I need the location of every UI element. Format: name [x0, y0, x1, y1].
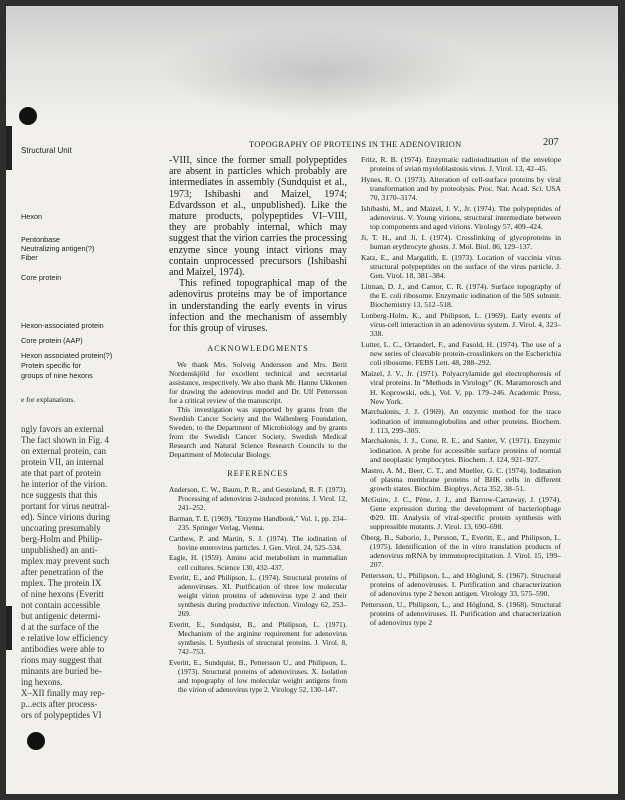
reference-entry: Katz, E., and Margalith, E. (1973). Location of vaccinia virus structural polypeptides on the surface of the virus particle. J. Gen. Virol. 18, 381–384. — [361, 252, 561, 281]
reference-entry: Ji, T. H., and Ji, I. (1974). Crosslinking of glycoproteins in human erythrocyte ghosts. J. Mol. Biol. 86, 129–137. — [361, 233, 561, 252]
reference-entry: Eagle, H. (1959). Amino acid metabolism in mammalian cell cultures. Science 130, 432–437. — [169, 553, 347, 572]
text-line: of nine hexons (Everitt — [21, 589, 104, 599]
reference-entry: Litman, D. J., and Cantor, C. R. (1974). Surface topography of the E. coli ribosome. Enzymatic iodination of the 50S subunit. Biochemistry 13, 512–518. — [361, 282, 561, 310]
figure-label: Core protein — [21, 273, 62, 282]
reference-entry: Pettersson, U., Philipson, L., and Höglund, S. (1967). Structural proteins of adenoviruses. I. Purification and characterization of adenovirus type 2 hexon antigen. Virology 33, 575–590. — [361, 571, 561, 599]
text-line: but antigenic determi- — [21, 611, 101, 621]
figure-label: Fiber — [21, 253, 38, 262]
reference-entry: Pettersson, U., Philipson, L., and Höglund, S. (1968). Structural proteins of adenoviruses. II. Purification and characterization of adenovirus type 2 — [361, 600, 561, 628]
text-line: antibodies were able to — [21, 644, 105, 654]
text-line: rions may suggest that — [21, 655, 102, 665]
text-line: ate that part of protein — [21, 468, 101, 478]
text-line: on external protein, can — [21, 446, 106, 456]
reference-entry: Marchalonis, J. J., Cone, R. E., and Santer, V. (1971). Enzymic iodination. A probe for accessible surface proteins of normal and neoplastic lymphocytes. Biochem. J. 124, 921–927. — [361, 436, 561, 464]
figure-label: groups of nine hexons — [21, 371, 93, 380]
text-line: mplex. The protein IX — [21, 578, 102, 588]
figure-label: Protein specific for — [21, 361, 82, 370]
references-heading: REFERENCES — [227, 469, 289, 479]
text-line: not contain accessible — [21, 600, 100, 610]
binding-tab-bottom — [6, 606, 12, 650]
text-line: ngly favors an external — [21, 424, 104, 434]
text-line: minants are buried be- — [21, 666, 102, 676]
text-line: ing hexons. — [21, 677, 63, 687]
reference-entry: Marchalonis, J. J. (1969). An enzymic method for the trace iodination of immunoglobulins and other proteins. Biochem. J. 113, 299–305. — [361, 407, 561, 435]
reference-entry: Everitt, E., Sundquist, B., and Philipson, L. (1971). Mechanism of the arginine requirement for adenovirus synthesis. I. Synthesis of structural proteins. J. Virol. 8, 742–753. — [169, 620, 347, 657]
reference-entry: Anderson, C. W., Baum, P. R., and Gesteland, R. F. (1973). Processing of adenovirus 2-induced proteins. J. Virol. 12, 241–252. — [169, 485, 347, 513]
reference-entry: Fritz, R. B. (1974). Enzymatic radioiodination of the envelope proteins of avian myeloblastosis virus. J. Virol. 13, 42–45. — [361, 155, 561, 174]
text-line: portant for virus neutral- — [21, 501, 110, 511]
running-head: TOPOGRAPHY OF PROTEINS IN THE ADENOVIRION — [249, 140, 462, 149]
previous-page-text-fragment — [21, 424, 149, 721]
figure-label: Pentonbase — [21, 235, 60, 244]
body-paragraph: This refined topographical map of the adenovirus proteins may be of importance in understanding the early events in virus infection and the mechanism of assembly for this group of viruses. — [169, 278, 347, 335]
reference-entry: Mastro, A. M., Beer, C. T., and Mueller, G. C. (1974). Iodination of plasma membrane proteins of BHK cells in different growth states. Biochim. Biophys. Acta 352, 38–51. — [361, 465, 561, 493]
acknowledgment-paragraph: This investigation was supported by grants from the Swedish Cancer Society and the Wallenberg Foundation, Sweden, to the Department of Microbiology and by grants from the Swedish Cancer Society, Swedish Medical Research and Natural Science Research Councils to the Department of Molecular Biology. — [169, 405, 347, 460]
binding-tab-top — [6, 126, 12, 170]
page-number: 207 — [543, 137, 559, 148]
acknowledgments-heading: ACKNOWLEDGMENTS — [207, 344, 309, 354]
reference-entry: Lutter, L. C., Ortanderl, F., and Fasold, H. (1974). The use of a new series of cleavable protein-crosslinkers on the Escherichia coli ribosome. FEBS Lett. 48, 288–292. — [361, 340, 561, 368]
text-line: X–XII finally may rep- — [21, 688, 105, 698]
reference-entry: Carthew, P. and Martin, S. J. (1974). The iodination of bovine enterovirus particles. J. Gen. Virol. 24, 525–534. — [169, 533, 347, 552]
text-line: nce suggests that this — [21, 490, 98, 500]
figure-label: Hexon — [21, 212, 43, 221]
punch-hole-bottom — [27, 732, 45, 750]
figure-caption-fragment: e for explanations. — [21, 395, 76, 404]
scan-smudge — [156, 26, 486, 116]
reference-entry: Öberg, B., Saborio, J., Persson, T., Everitt, E., and Philipson, L. (1975). Identification of the in vitro translation products of adenovirus mRNA by immunoprecipitation. J. Virol. 15, 199–207. — [361, 532, 561, 570]
reference-entry: Lonberg-Holm, K., and Philipson, L. (1969). Early events of virus-cell interaction in an adenovirus system. J. Virol. 4, 323–338. — [361, 311, 561, 339]
text-line: protein VII, an internal — [21, 457, 104, 467]
reference-entry: McGuire, J. C., Pène, J. J., and Barrow-Carraway, J. (1974). Gene expression during the development of bacteriophage Φ29. III. Analysis of viral-specific protein synthesis with suppressible mutants. J. Virol. 13, 690–698. — [361, 494, 561, 532]
text-line: berg-Holm and Philip- — [21, 534, 103, 544]
text-line: after penetration of the — [21, 567, 104, 577]
text-line: p...ects after process- — [21, 699, 98, 709]
text-line: e relative low efficiency — [21, 633, 109, 643]
figure-label: Neutralizing antigen(?) — [21, 244, 95, 253]
text-line: uncoating presumably — [21, 523, 101, 533]
scanned-page — [6, 6, 618, 794]
text-line: d at the surface of the — [21, 622, 99, 632]
text-line: The fact shown in Fig. 4 — [21, 435, 109, 445]
figure-label: Structural Unit — [21, 146, 72, 155]
text-line: mplex may prevent such — [21, 556, 110, 566]
figure-label: Core protein (AAP) — [21, 336, 83, 345]
body-paragraph: -VIII, since the former small polypeptides are absent in particles which probably are intermediates in assembly (Sundquist et al., 1973; Ishibashi and Maizel, 1974; Edvardsson et al., unpublished). Like the mature products, polypeptides VI–VIII, they are probably internal, which may suggest that the virion carries the processing enzyme since young intact virions may contain unprocessed precursors (Ishibashi and Maizel, 1974). — [169, 155, 347, 279]
right-column — [361, 155, 561, 629]
left-column — [169, 155, 347, 696]
reference-entry: Barman, T. E. (1969). "Enzyme Handbook," Vol. 1, pp. 234–235. Springer Verlag, Vienna. — [169, 514, 347, 533]
text-line: unpublished) an anti- — [21, 545, 98, 555]
figure-label: Hexon associated protein(?) — [21, 351, 113, 360]
punch-hole-top — [19, 107, 37, 125]
text-line: ed). Since virions during — [21, 512, 110, 522]
text-line: he interior of the virion. — [21, 479, 108, 489]
reference-entry: Everitt, E., and Philipson, L. (1974). Structural proteins of adenoviruses. XI. Purification of three low molecular weight virion proteins of adenovirus type 2 and their synthesis during productive infection. Virology 62, 253–269. — [169, 573, 347, 619]
figure-label: Hexon-associated protein — [21, 321, 104, 330]
reference-entry: Ishibashi, M., and Maizel, J. V., Jr. (1974). The polypeptides of adenovirus. V. Young virions, structural intermediate between top components and aged virions. Virology 57, 409–424. — [361, 203, 561, 232]
reference-entry: Maizel, J. V., Jr. (1971). Polyacrylamide gel electrophoresis of viral proteins. In "Methods in Virology" (K. Maramorosch and H. Koprowski, eds.), Vol. V, pp. 179–246. Academic Press, New York. — [361, 369, 561, 406]
reference-entry: Hynes, R. O. (1973). Alteration of cell-surface proteins by viral transformation and by proteolysis. Proc. Nat. Acad. Sci. USA 70, 3170–3174. — [361, 174, 561, 203]
text-line: ors of polypeptides VI — [21, 710, 102, 720]
reference-entry: Everitt, E., Sundquist, B., Pettersson U., and Philipson, L. (1973). Structural proteins of adenoviruses. X. Isolation and topography of low molecular weight antigens from the virion of adenovirus type 2. Virology 52, 130–147. — [169, 657, 347, 695]
acknowledgment-paragraph: We thank Mrs. Solveig Andersson and Mrs. Berit Nordenskjöld for excellent technical and secretarial assistance, respectively. We also thank Mr. Hannu Ukkonen for drawing the adenovirus model and Dr. Ulf Pettersson for a critical review of the manuscript. — [169, 360, 347, 406]
